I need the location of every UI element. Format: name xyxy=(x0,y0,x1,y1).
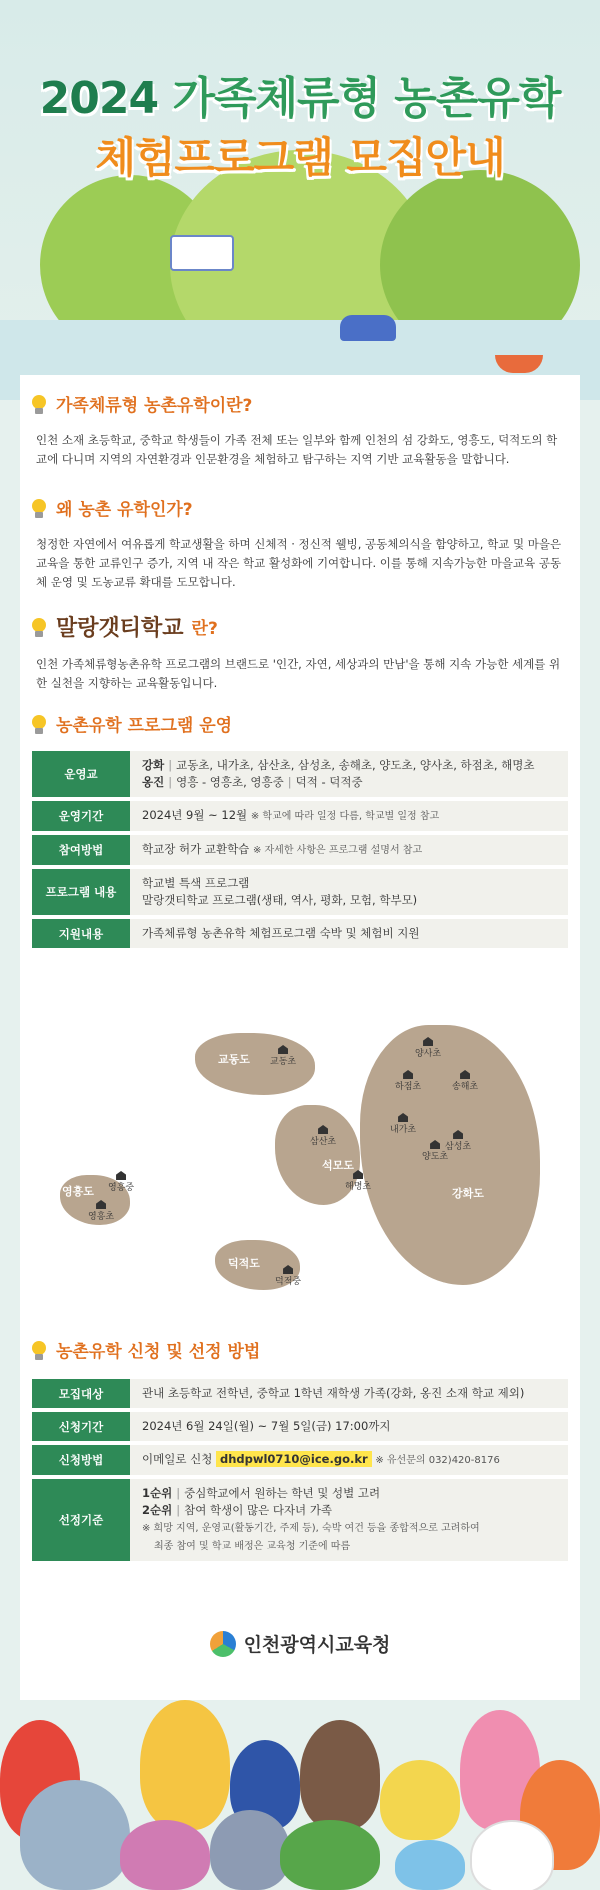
note: ※ 학교에 따라 일정 다름, 학교별 일정 참고 xyxy=(250,811,440,822)
table-key: 프로그램 내용 xyxy=(32,869,130,915)
table-key: 신청방법 xyxy=(32,1445,130,1475)
rank-label: 2순위 xyxy=(142,1503,173,1517)
school-marker: 삼성초 xyxy=(445,1130,471,1152)
content-card xyxy=(20,375,580,1705)
lightbulb-icon xyxy=(30,1339,48,1361)
fish-character xyxy=(210,1810,290,1890)
brand-suffix: 란? xyxy=(191,619,218,639)
table-value xyxy=(130,801,568,831)
leaf-character xyxy=(280,1820,380,1890)
table-key: 신청기간 xyxy=(32,1412,130,1441)
rank-label: 1순위 xyxy=(142,1486,173,1500)
table-row xyxy=(32,1445,568,1475)
section-text-what: 인천 소재 초등학교, 중학교 학생들이 가족 전체 또는 일부와 함께 인천의 섬 강화도, 영흥도, 덕적도의 학교에 다니며 지역의 자연환경과 인문환경을 체험하고 탐구하는 지역 기반 교육활동을 말합니다. xyxy=(36,433,558,466)
org-logo xyxy=(20,1630,580,1657)
region-label: 강화 xyxy=(142,758,165,772)
section-heading-ops xyxy=(30,711,232,736)
table-row xyxy=(32,869,568,915)
table-row xyxy=(32,1412,568,1441)
brand-name: 말랑갯티학교 xyxy=(56,616,184,641)
school-marker: 영흥초 xyxy=(88,1200,114,1222)
region-label: 옹진 xyxy=(142,775,165,789)
table-value: 강화 | 교동초, 내가초, 삼산초, 삼성초, 송해초, 양도초, 양사초, 하점초, 해명초 옹진 | 영흥 - 영흥초, 영흥중 | 덕적 - 덕적중 xyxy=(130,751,568,797)
school-marker: 해명초 xyxy=(345,1170,371,1192)
table-key: 모집대상 xyxy=(32,1379,130,1408)
goose-character xyxy=(470,1820,554,1890)
school-list: 영흥 - 영흥초, 영흥중 xyxy=(176,775,284,789)
section-text-brand: 인천 가족체류형농촌유학 프로그램의 브랜드로 '인간, 자연, 세상과의 만남'을 통해 지속 가능한 세계를 위한 실천을 지향하는 교육활동입니다. xyxy=(36,657,561,690)
table-key: 운영교 xyxy=(32,751,130,797)
car-icon xyxy=(340,315,396,341)
table-key: 참여방법 xyxy=(32,835,130,865)
program-line: 학교별 특색 프로그램 xyxy=(142,876,250,890)
school-marker: 송해초 xyxy=(452,1070,478,1092)
title-main: 가족체류형 농촌유학 xyxy=(172,73,561,124)
table-key: 선정기준 xyxy=(32,1479,130,1561)
table-row xyxy=(32,1479,568,1561)
rank-text: 중심학교에서 원하는 학년 및 성별 고려 xyxy=(184,1486,381,1500)
section-title: 가족체류형 농촌유학이란? xyxy=(56,396,253,416)
program-line: 말랑갯티학교 프로그램(생태, 역사, 평화, 모험, 학부모) xyxy=(142,893,418,907)
character-illustrations xyxy=(0,1700,600,1890)
flower-character xyxy=(120,1820,210,1890)
crab-brown-character xyxy=(300,1720,380,1830)
lightbulb-icon xyxy=(30,713,48,735)
org-name: 인천광역시교육청 xyxy=(243,1634,391,1656)
island-label: 강화도 xyxy=(452,1187,484,1200)
school-marker: 양도초 xyxy=(422,1140,448,1162)
section-title: 왜 농촌 유학인가? xyxy=(56,500,193,520)
method-value: 학교장 허가 교환학습 xyxy=(142,842,250,856)
email-link[interactable]: dhdpwl0710@ice.go.kr xyxy=(216,1451,372,1467)
island-map xyxy=(20,1025,580,1305)
education-office-logo-icon xyxy=(210,1631,236,1657)
section-heading-apply xyxy=(30,1337,260,1362)
lightbulb-icon xyxy=(30,497,48,519)
table-key: 지원내용 xyxy=(32,919,130,948)
rank-text: 참여 학생이 많은 다자녀 가족 xyxy=(184,1503,333,1517)
school-marker: 영흥중 xyxy=(108,1171,134,1193)
glasses-character xyxy=(395,1840,465,1890)
table-value xyxy=(130,835,568,865)
school-marker: 덕적중 xyxy=(275,1265,301,1287)
phone-note: ※ 유선문의 032)420-8176 xyxy=(375,1455,500,1466)
ops-table xyxy=(32,747,568,952)
title-line-2: 체험프로그램 모집안내 xyxy=(95,133,505,182)
hero-banner xyxy=(0,0,600,400)
title-line-1 xyxy=(0,62,600,126)
table-row xyxy=(32,919,568,948)
school-marker: 교동초 xyxy=(270,1045,296,1067)
island-label: 석모도 xyxy=(322,1159,354,1172)
table-key: 운영기간 xyxy=(32,801,130,831)
section-heading-what xyxy=(30,391,252,416)
school-marker: 하점초 xyxy=(395,1070,421,1092)
seal-character xyxy=(20,1780,130,1890)
gyodong-island-shape xyxy=(195,1033,315,1095)
section-heading-brand xyxy=(30,611,218,642)
island-label: 덕적도 xyxy=(228,1257,260,1270)
table-value: 가족체류형 농촌유학 체험프로그램 숙박 및 체험비 지원 xyxy=(130,919,568,948)
table-value xyxy=(130,869,568,915)
section-heading-why xyxy=(30,495,193,520)
island-label: 영흥도 xyxy=(62,1185,94,1198)
island-label: 교동도 xyxy=(218,1053,250,1066)
table-value xyxy=(130,1445,568,1475)
section-text-why: 청정한 자연에서 여유롭게 학교생활을 하며 신체적 · 정신적 웰빙, 공동체의식을 함양하고, 학교 및 마을은 교육을 통한 교류인구 증가, 지역 내 작은 학교 활성화에 기여합니다. 이를 통해 지속가능한 마을교육 공동체 운영 및 도농교류 확대를 도모합니다. xyxy=(36,537,562,589)
section-title: 농촌유학 신청 및 선정 방법 xyxy=(56,1342,261,1362)
note: ※ 희망 지역, 운영교(활동기간, 주제 등), 숙박 여건 등을 종합적으로 고려하여 xyxy=(142,1523,480,1534)
school-marker: 삼산초 xyxy=(310,1125,336,1147)
note: ※ 자세한 사항은 프로그램 설명서 참고 xyxy=(252,845,423,856)
lightbulb-icon xyxy=(30,616,48,638)
table-row xyxy=(32,801,568,831)
apply-table xyxy=(32,1375,568,1565)
table-row xyxy=(32,835,568,865)
corn-character xyxy=(140,1700,230,1830)
school-building-icon xyxy=(170,235,234,271)
note: 최종 참여 및 학교 배정은 교육청 기준에 따름 xyxy=(154,1541,351,1552)
school-marker: 양사초 xyxy=(415,1037,441,1059)
table-value: 관내 초등학교 전학년, 중학교 1학년 재학생 가족(강화, 옹진 소재 학교 제외) xyxy=(130,1379,568,1408)
yellow-character xyxy=(380,1760,460,1840)
table-row xyxy=(32,1379,568,1408)
title-year: 2024 xyxy=(39,73,159,124)
lightbulb-icon xyxy=(30,393,48,415)
school-list: 덕적 - 덕적중 xyxy=(295,775,363,789)
section-title: 농촌유학 프로그램 운영 xyxy=(56,716,233,736)
table-value: 2024년 6월 24일(월) ~ 7월 5일(금) 17:00까지 xyxy=(130,1412,568,1441)
school-list: 교동초, 내가초, 삼산초, 삼성초, 송해초, 양도초, 양사초, 하점초, 해명초 xyxy=(176,758,535,772)
table-row xyxy=(32,751,568,797)
apply-method: 이메일로 신청 xyxy=(142,1452,213,1466)
period-value: 2024년 9월 ~ 12월 xyxy=(142,808,248,822)
table-value: 1순위 | 중심학교에서 원하는 학년 및 성별 고려 2순위 | 참여 학생이 많은 다자녀 가족 ※ 희망 지역, 운영교(활동기간, 주제 등), 숙박 여건 등을 종합적으로 고려하여 최종 참여 및 학교 배정은 교육청 기준에 따름 xyxy=(130,1479,568,1561)
school-marker: 내가초 xyxy=(390,1113,416,1135)
ganghwa-island-shape xyxy=(360,1025,540,1285)
